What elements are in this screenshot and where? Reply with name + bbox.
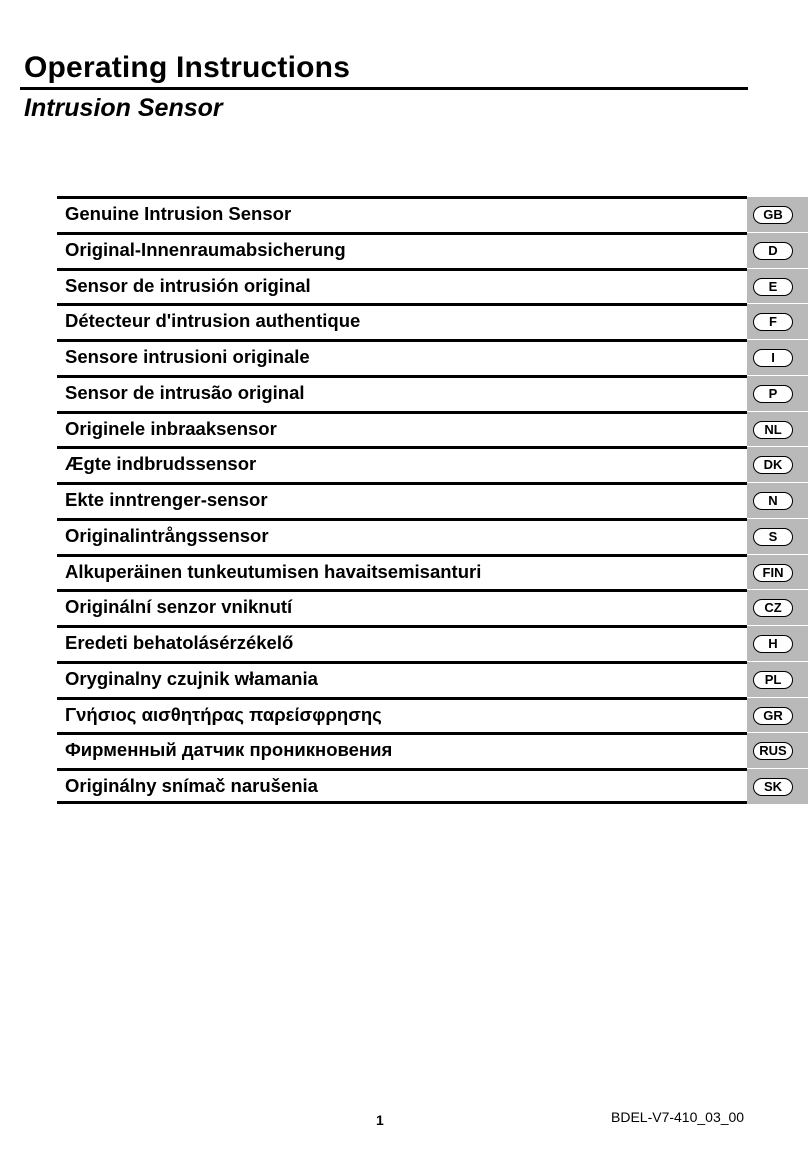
- language-tab: [747, 303, 808, 339]
- language-row-f[interactable]: [57, 303, 808, 339]
- language-tab: [747, 625, 808, 661]
- language-row-gb[interactable]: [57, 196, 808, 232]
- language-tab: [747, 339, 808, 375]
- language-row-h[interactable]: [57, 625, 808, 661]
- language-row-dk[interactable]: [57, 446, 808, 482]
- language-code-badge: D: [753, 242, 793, 260]
- language-label: Originalintrångssensor: [65, 524, 269, 546]
- language-row-nl[interactable]: [57, 411, 808, 447]
- language-tab: [747, 518, 808, 554]
- language-tab: [747, 196, 808, 232]
- language-cell: [57, 625, 747, 661]
- language-row-fin[interactable]: [57, 554, 808, 590]
- language-code-badge: F: [753, 313, 793, 331]
- language-label: Oryginalny czujnik włamania: [65, 667, 318, 689]
- language-label: Genuine Intrusion Sensor: [65, 203, 292, 224]
- language-cell: [57, 375, 747, 411]
- language-row-gr[interactable]: [57, 697, 808, 733]
- language-cell: [57, 482, 747, 518]
- language-row-rus[interactable]: [57, 732, 808, 768]
- language-code-badge: GR: [753, 707, 793, 725]
- language-cell: [57, 518, 747, 554]
- language-label: Détecteur d'intrusion authentique: [65, 310, 361, 332]
- language-cell: [57, 768, 747, 804]
- title-rule: [20, 87, 748, 90]
- language-code-badge: N: [753, 492, 793, 510]
- language-code-badge: E: [753, 278, 793, 296]
- language-code-badge: I: [753, 349, 793, 367]
- language-cell: [57, 196, 747, 232]
- language-label: Sensor de intrusión original: [65, 274, 311, 296]
- language-cell: [57, 232, 747, 268]
- document-id: BDEL-V7-410_03_00: [611, 1109, 745, 1125]
- language-cell: [57, 303, 747, 339]
- language-cell: [57, 732, 747, 768]
- language-row-s[interactable]: [57, 518, 808, 554]
- language-label: Sensor de intrusão original: [65, 381, 305, 403]
- language-cell: [57, 697, 747, 733]
- language-code-badge: SK: [753, 778, 793, 796]
- page-number: 1: [376, 1112, 384, 1128]
- language-label: Original-Innenraumabsicherung: [65, 238, 346, 260]
- language-tab: [747, 268, 808, 304]
- language-label: Ekte inntrenger-sensor: [65, 489, 268, 510]
- language-tab: [747, 661, 808, 697]
- language-label: Originele inbraaksensor: [65, 417, 277, 439]
- language-tab: [747, 589, 808, 625]
- language-tab: [747, 232, 808, 268]
- language-cell: [57, 411, 747, 447]
- language-tab: [747, 446, 808, 482]
- language-row-e[interactable]: [57, 268, 808, 304]
- language-label: Alkuperäinen tunkeutumisen havaitsemisanturi: [65, 560, 482, 582]
- language-cell: [57, 446, 747, 482]
- language-code-badge: RUS: [753, 742, 793, 760]
- language-cell: [57, 554, 747, 590]
- language-row-i[interactable]: [57, 339, 808, 375]
- language-cell: [57, 661, 747, 697]
- language-row-cz[interactable]: [57, 589, 808, 625]
- language-label: Originální senzor vniknutí: [65, 596, 293, 618]
- language-code-badge: DK: [753, 456, 793, 474]
- language-table: [57, 196, 808, 804]
- language-label: Ægte indbrudssensor: [65, 453, 257, 475]
- language-code-badge: GB: [753, 206, 793, 224]
- language-cell: [57, 339, 747, 375]
- language-tab: [747, 732, 808, 768]
- language-row-d[interactable]: [57, 232, 808, 268]
- language-code-badge: CZ: [753, 599, 793, 617]
- language-tab: [747, 554, 808, 590]
- language-row-n[interactable]: [57, 482, 808, 518]
- language-row-p[interactable]: [57, 375, 808, 411]
- language-code-badge: H: [753, 635, 793, 653]
- language-tab: [747, 482, 808, 518]
- language-cell: [57, 589, 747, 625]
- language-label: Originálny snímač narušenia: [65, 775, 318, 796]
- language-tab: [747, 697, 808, 733]
- language-label: Γνήσιος αισθητήρας παρείσφρησης: [65, 703, 382, 725]
- language-tab: [747, 375, 808, 411]
- language-label: Eredeti behatolásérzékelő: [65, 632, 294, 653]
- language-code-badge: S: [753, 528, 793, 546]
- page-title: Operating Instructions: [24, 51, 351, 84]
- language-code-badge: P: [753, 385, 793, 403]
- language-row-sk[interactable]: [57, 768, 808, 804]
- language-tab: [747, 411, 808, 447]
- language-label: Фирменный датчик проникновения: [65, 739, 393, 761]
- language-cell: [57, 268, 747, 304]
- language-row-pl[interactable]: [57, 661, 808, 697]
- page-subtitle: Intrusion Sensor: [24, 94, 223, 122]
- language-code-badge: PL: [753, 671, 793, 689]
- language-code-badge: NL: [753, 421, 793, 439]
- language-code-badge: FIN: [753, 564, 793, 582]
- language-tab: [747, 768, 808, 804]
- language-label: Sensore intrusioni originale: [65, 346, 310, 367]
